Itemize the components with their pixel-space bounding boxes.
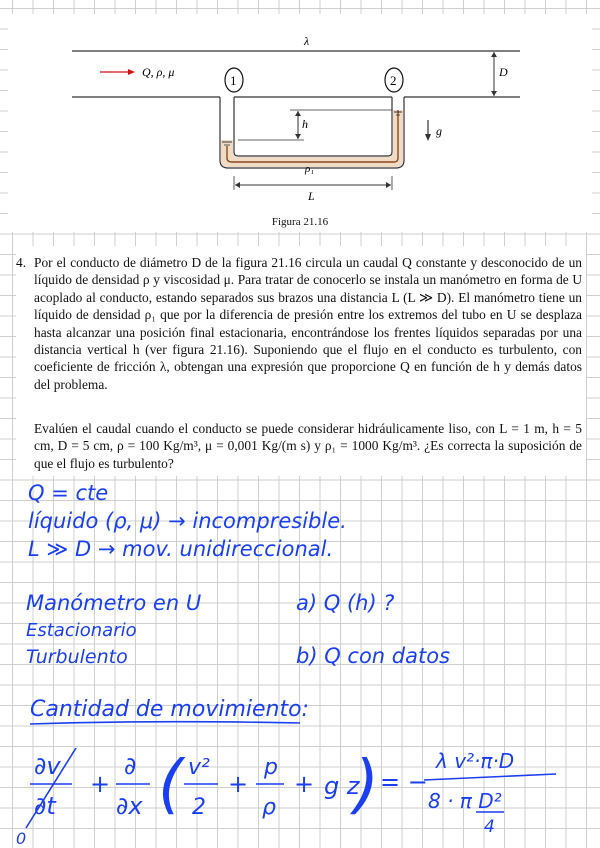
eq-rparen: ) xyxy=(354,748,379,822)
eq-denominator: 8 · π D² xyxy=(428,789,502,813)
eq-lparen: ( xyxy=(158,748,183,822)
eq-zero: 0 xyxy=(16,829,27,848)
note-line-5: Estacionario xyxy=(26,620,137,641)
figure-block xyxy=(8,14,592,232)
eq-dv: ∂v xyxy=(34,752,61,780)
point-1-label: 1 xyxy=(230,73,237,88)
heading-underline xyxy=(30,722,300,724)
manometer-liquid-line xyxy=(227,110,398,162)
rho1-label: ρ₁ xyxy=(305,163,315,175)
problem-statement: Por el conducto de diámetro D de la figura 21.16 circula un caudal Q constante y desconocido de un líquido de densidad ρ y viscosidad μ. Para tratar de conocerlo se instala un manómetro en forma de U acoplado al conducto, estando separados sus brazos una distancia L (L ≫ D). El manómetro tiene un líquido de densidad ρ₁ que por la diferencia de presión entre los extremos del tubo en U se desplaza hasta alcanzar una posición final estacionaria, encontrándose los frentes líquidos separadas por una distancia vertical h (ver figura 21.16). Suponiendo que el flujo en el conducto es turbulento, con coeficiente de fricción λ, obtengan una expresión que proporcione Q en función de h y demás datos del problema. xyxy=(34,255,582,392)
length-label: L xyxy=(308,189,315,203)
note-line-3: L ≫ D → mov. unidireccional. xyxy=(28,537,334,561)
eq-plus-2: + xyxy=(228,770,249,798)
problem-number: 4. xyxy=(16,255,27,270)
note-line-1: Q = cte xyxy=(28,481,109,505)
handwritten-notes xyxy=(0,470,600,848)
eq-dt: ∂t xyxy=(34,792,56,820)
eq-p: p xyxy=(264,755,278,780)
note-line-2: líquido (ρ, μ) → incompresible. xyxy=(28,509,347,533)
note-item-a: a) Q (h) ? xyxy=(296,591,395,615)
eq-four: 4 xyxy=(484,817,495,837)
problem-block xyxy=(16,246,586,476)
lambda-label: λ xyxy=(304,34,310,48)
eq-dx: ∂x xyxy=(116,792,143,820)
eq-two: 2 xyxy=(192,795,206,820)
problem-paragraph-2: Evalúen el caudal cuando el conducto se puede considerar hidráulicamente liso, con L = 1 m, h = 5 cm, D = 5 cm, ρ = 100 Kg/m³, μ = 0,001 Kg/(m s) y ρ₁ = 1000 Kg/m³. ¿Es correcta la suposición de que el flujo es turbulento? xyxy=(34,421,582,471)
problem-paragraph-1 xyxy=(16,254,582,393)
eq-rho: ρ xyxy=(262,795,276,820)
flow-arrow-head xyxy=(128,69,135,75)
point-2-label: 2 xyxy=(390,73,397,88)
eq-equals: = − xyxy=(380,768,428,796)
note-item-b: b) Q con datos xyxy=(296,644,451,668)
figure-caption: Figura 21.16 xyxy=(271,216,329,228)
manometer-liquid xyxy=(221,110,403,167)
eq-gz: g z xyxy=(324,772,360,800)
note-heading: Cantidad de movimiento: xyxy=(30,697,309,722)
eq-d: ∂ xyxy=(124,752,137,780)
eq-v2: v² xyxy=(188,755,210,780)
flow-label: Q, ρ, μ xyxy=(142,65,175,79)
eq-numerator: λ v²·π·D xyxy=(436,749,515,773)
gravity-label: g⃗ xyxy=(436,124,452,138)
note-line-4: Manómetro en U xyxy=(26,591,202,615)
eq-plus-3: + xyxy=(294,770,315,798)
eq-plus-1: + xyxy=(90,770,111,798)
figure-21-16 xyxy=(8,14,592,232)
h-label: h xyxy=(302,117,308,131)
note-line-6: Turbulento xyxy=(26,646,128,668)
diameter-label: D xyxy=(499,65,508,79)
u-tube-inner xyxy=(234,97,392,156)
